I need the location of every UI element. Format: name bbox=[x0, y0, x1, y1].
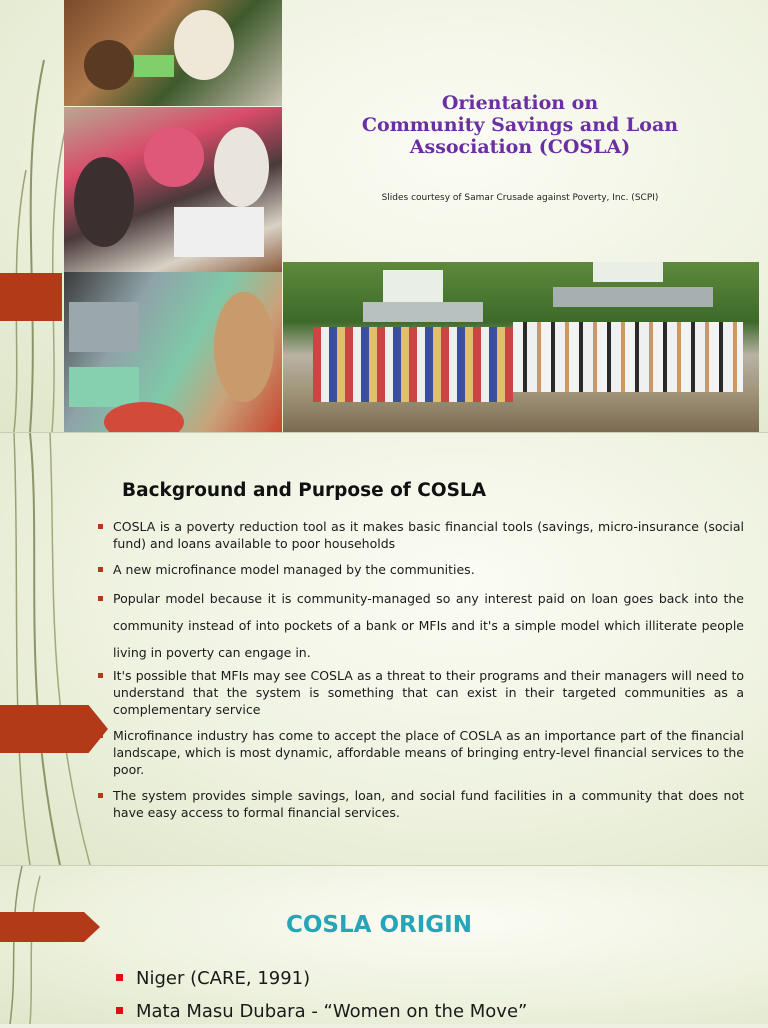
bullet-item: A new microfinance model managed by the communities. bbox=[96, 561, 744, 578]
section-heading: Background and Purpose of COSLA bbox=[122, 480, 487, 501]
title-line-3: Association (COSLA) bbox=[409, 136, 631, 158]
decorative-grass-stems bbox=[0, 866, 60, 1024]
origin-heading: COSLA ORIGIN bbox=[286, 912, 472, 938]
photo-women-savings bbox=[64, 272, 282, 432]
bullet-list bbox=[96, 518, 744, 830]
bullet-item: Microfinance industry has come to accept the place of COSLA as an importance part of the financial landscape, which is most dynamic, affordable means of bringing entry-level financial services to the poor. bbox=[96, 727, 744, 778]
title-line-2: Community Savings and Loan bbox=[361, 114, 679, 136]
slide-credit: Slides courtesy of Samar Crusade against Poverty, Inc. (SCPI) bbox=[381, 193, 659, 203]
origin-bullet-list bbox=[114, 962, 527, 1028]
accent-arrow bbox=[0, 705, 108, 753]
accent-arrow bbox=[0, 273, 62, 321]
bullet-item: It's possible that MFIs may see COSLA as a threat to their programs and their managers will need to understand that the system is something that can exist in their targeted communities as a complementary service bbox=[96, 667, 744, 718]
photo-cash-counting bbox=[64, 0, 282, 106]
slide-1 bbox=[0, 0, 768, 432]
bullet-item: COSLA is a poverty reduction tool as it makes basic financial tools (savings, micro-insurance (social fund) and loans available to poor households bbox=[96, 518, 744, 552]
bullet-item: Popular model because it is community-managed so any interest paid on loan goes back into the community instead of into pockets of a bank or MFIs and it's a simple model which illiterate people living in poverty can engage in. bbox=[96, 585, 744, 666]
bullet-item: The system provides simple savings, loan, and social fund facilities in a community that does not have easy access to formal financial services. bbox=[96, 787, 744, 821]
photo-community-group bbox=[283, 262, 759, 432]
bullet-item: Niger (CARE, 1991) bbox=[114, 962, 527, 995]
bullet-item: Mata Masu Dubara - “Women on the Move” bbox=[114, 995, 527, 1028]
photo-group-meeting bbox=[64, 107, 282, 272]
accent-arrow bbox=[0, 912, 100, 942]
title-line-1: Orientation on bbox=[441, 92, 599, 114]
slide-title bbox=[330, 92, 710, 158]
